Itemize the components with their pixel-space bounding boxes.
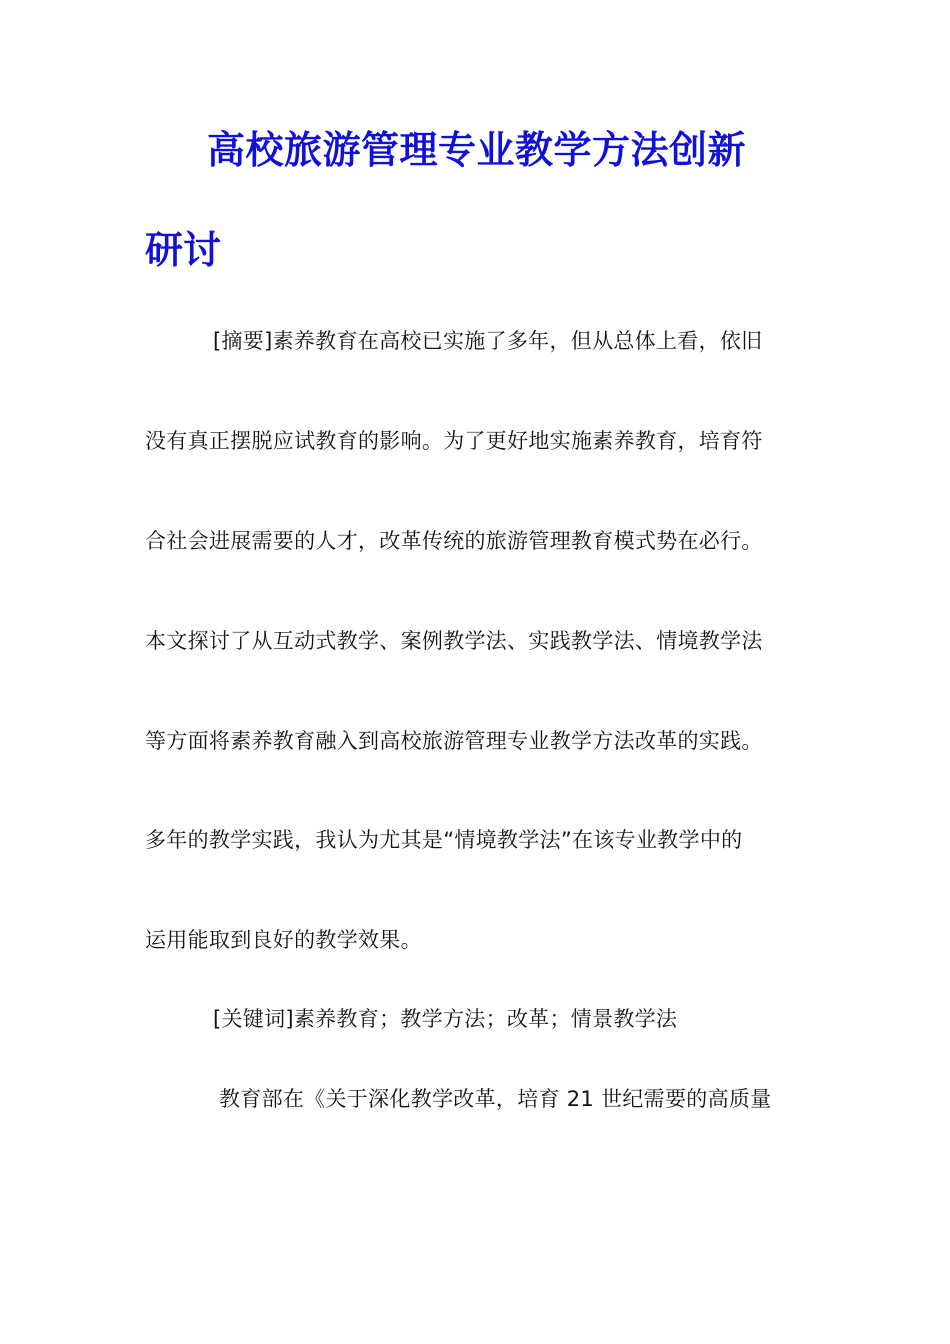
abstract-line: 没有真正摆脱应试教育的影响。为了更好地实施素养教育，培育符 bbox=[145, 429, 763, 453]
abstract-line: 多年的教学实践，我认为尤其是“情境教学法”在该专业教学中的 bbox=[145, 828, 743, 852]
abstract-line: [摘要]素养教育在高校已实施了多年，但从总体上看，依旧 bbox=[213, 329, 763, 353]
abstract-line: 等方面将素养教育融入到高校旅游管理专业教学方法改革的实践。 bbox=[145, 729, 763, 753]
abstract-line: 运用能取到良好的教学效果。 bbox=[145, 928, 422, 952]
abstract-line: 本文探讨了从互动式教学、案例教学法、实践教学法、情境教学法 bbox=[145, 629, 763, 653]
document-title-line-1: 高校旅游管理专业教学方法创新 bbox=[207, 127, 747, 172]
document-title-line-2: 研讨 bbox=[145, 227, 222, 272]
keywords-line: [关键词]素养教育；教学方法；改革；情景教学法 bbox=[213, 1007, 678, 1031]
body-paragraph-line: 教育部在《关于深化教学改革，培育 21 世纪需要的高质量 bbox=[219, 1087, 772, 1111]
abstract-line: 合社会进展需要的人才，改革传统的旅游管理教育模式势在必行。 bbox=[145, 529, 763, 553]
